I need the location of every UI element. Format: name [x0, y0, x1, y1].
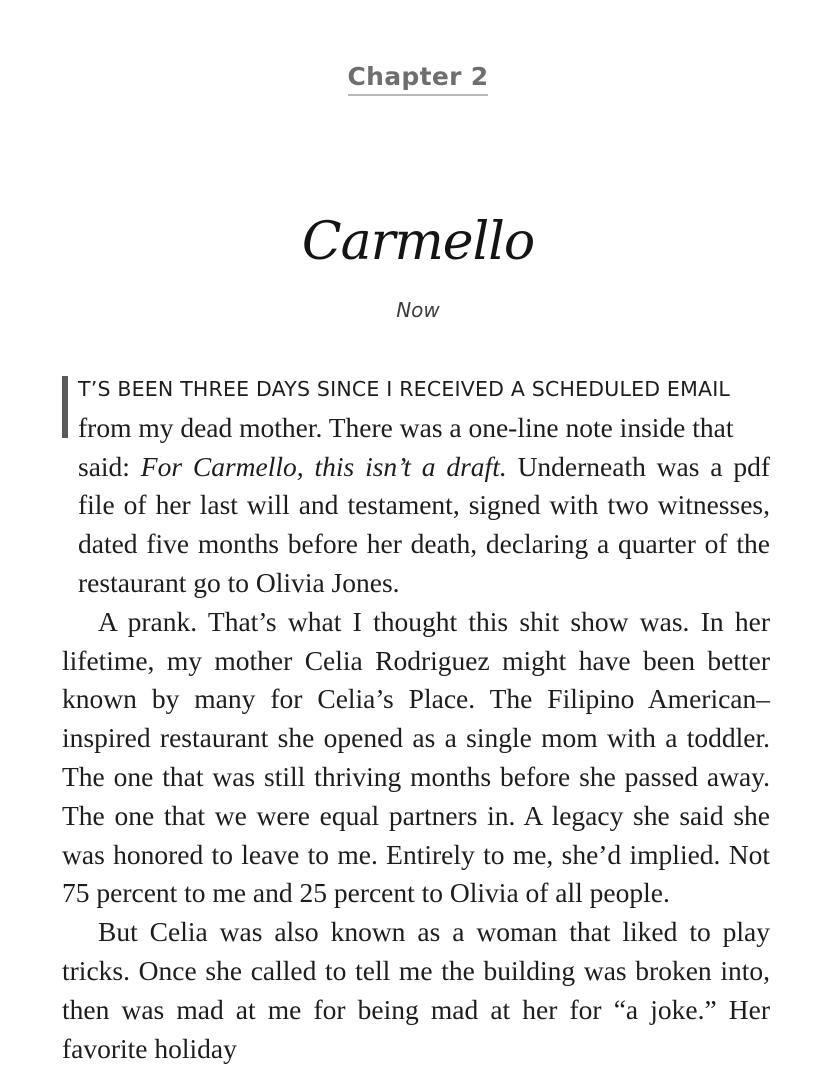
opening-small-caps-line: T’S BEEN THREE DAYS SINCE I RECEIVED A SCHEDULED EMAIL	[78, 377, 731, 401]
chapter-subtitle: Now	[396, 298, 440, 322]
drop-cap-i	[62, 376, 68, 438]
chapter-number-heading	[0, 62, 836, 96]
paragraph-2: A prank. That’s what I thought this shit show was. In her lifetime, my mother Celia Rodriguez might have been better known by many for Celia’s Place. The Filipino American–inspired restaurant she opened as a single mom with a toddler. The one that was still thriving months before she passed away. The one that we were equal partners in. A legacy she said she was honored to leave to me. Entirely to me, she’d implied. Not 75 percent to me and 25 percent to Olivia of all people.	[62, 605, 770, 909]
opening-paragraph	[62, 370, 770, 603]
opening-line-2-text: from my dead mother. There was a one-line note inside that	[78, 411, 734, 443]
chapter-body	[62, 370, 770, 1068]
email-note-italic: For Carmello, this isn’t a draft.	[140, 450, 507, 482]
chapter-number-text: Chapter 2	[348, 62, 489, 96]
opening-paragraph-rest	[62, 448, 770, 603]
chapter-title: Carmello	[301, 212, 535, 272]
opening-said-text: said:	[78, 450, 141, 482]
paragraph-3: But Celia was also known as a woman that liked to play tricks. Once she called to tell me the building was broken into, then was mad at me for being mad at her for “a joke.” Her favorite holiday	[62, 916, 770, 1064]
opening-paragraph-line-2	[78, 409, 770, 448]
opening-rest-text: Underneath was a pdf file of her last will and testament, signed with two witnesses, dated five months before her death, declaring a quarter of the restaurant go to Olivia Jones.	[78, 450, 770, 598]
